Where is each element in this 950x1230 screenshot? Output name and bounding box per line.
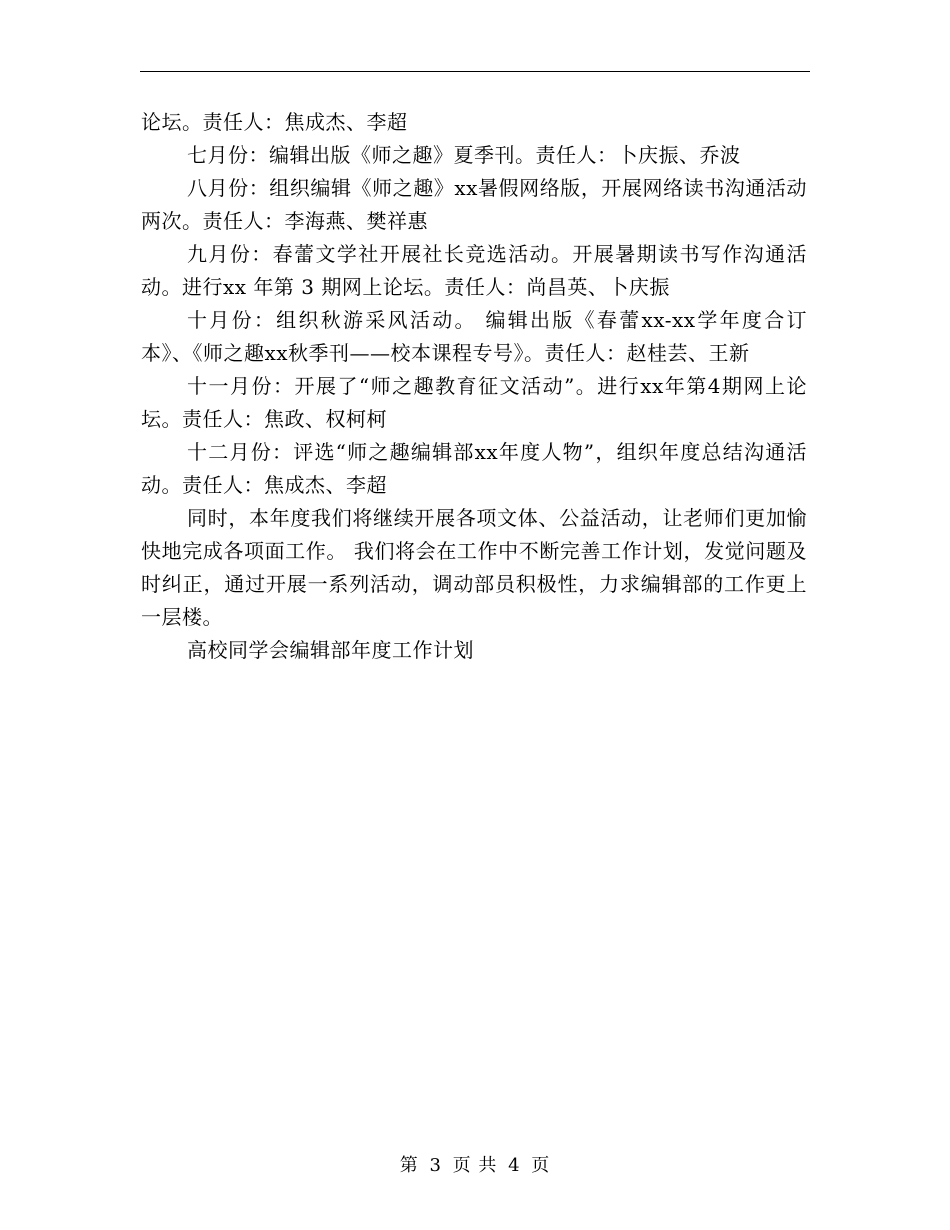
- document-body: [141, 106, 807, 667]
- paragraph-august: 八月份：组织编辑《师之趣》xx暑假网络版，开展网络读书沟通活动两次。责任人：李海燕、樊祥惠: [141, 176, 807, 233]
- page-mid-text: 页 共: [452, 1155, 498, 1176]
- page-prefix: 第: [399, 1155, 419, 1176]
- paragraph-september: 九月份：春蕾文学社开展社长竞选活动。开展暑期读书写作沟通活动。进行xx 年第 3 期网上论坛。责任人：尚昌英、卜庆振: [141, 242, 807, 299]
- paragraph-summary: 同时，本年度我们将继续开展各项文体、公益活动，让老师们更加愉快地完成各项面工作。 我们将会在工作中不断完善工作计划，发觉问题及时纠正，通过开展一系列活动，调动部员积极性，力求编辑部的工作更上一层楼。: [141, 506, 807, 629]
- page-footer: [0, 1154, 950, 1178]
- paragraph-october: 十月份：组织秋游采风活动。 编辑出版《春蕾xx-xx学年度合订本》、《师之趣xx秋季刊——校本课程专号》。责任人：赵桂芸、王新: [141, 308, 807, 365]
- header-rule: [140, 71, 810, 72]
- page-suffix: 页: [531, 1155, 551, 1176]
- page-total-number: 4: [508, 1155, 521, 1176]
- paragraph-december: 十二月份：评选“师之趣编辑部xx年度人物”，组织年度总结沟通活动。责任人：焦成杰、李超: [141, 440, 807, 497]
- paragraph-closing-title: 高校同学会编辑部年度工作计划: [187, 638, 474, 662]
- paragraph-july: 七月份：编辑出版《师之趣》夏季刊。责任人：卜庆振、乔波: [187, 143, 741, 167]
- page-current-number: 3: [429, 1155, 442, 1176]
- paragraph-november: 十一月份：开展了“师之趣教育征文活动”。进行xx年第4期网上论坛。责任人：焦政、权柯柯: [141, 374, 807, 431]
- paragraph-forum-continuation: 论坛。责任人：焦成杰、李超: [141, 110, 408, 134]
